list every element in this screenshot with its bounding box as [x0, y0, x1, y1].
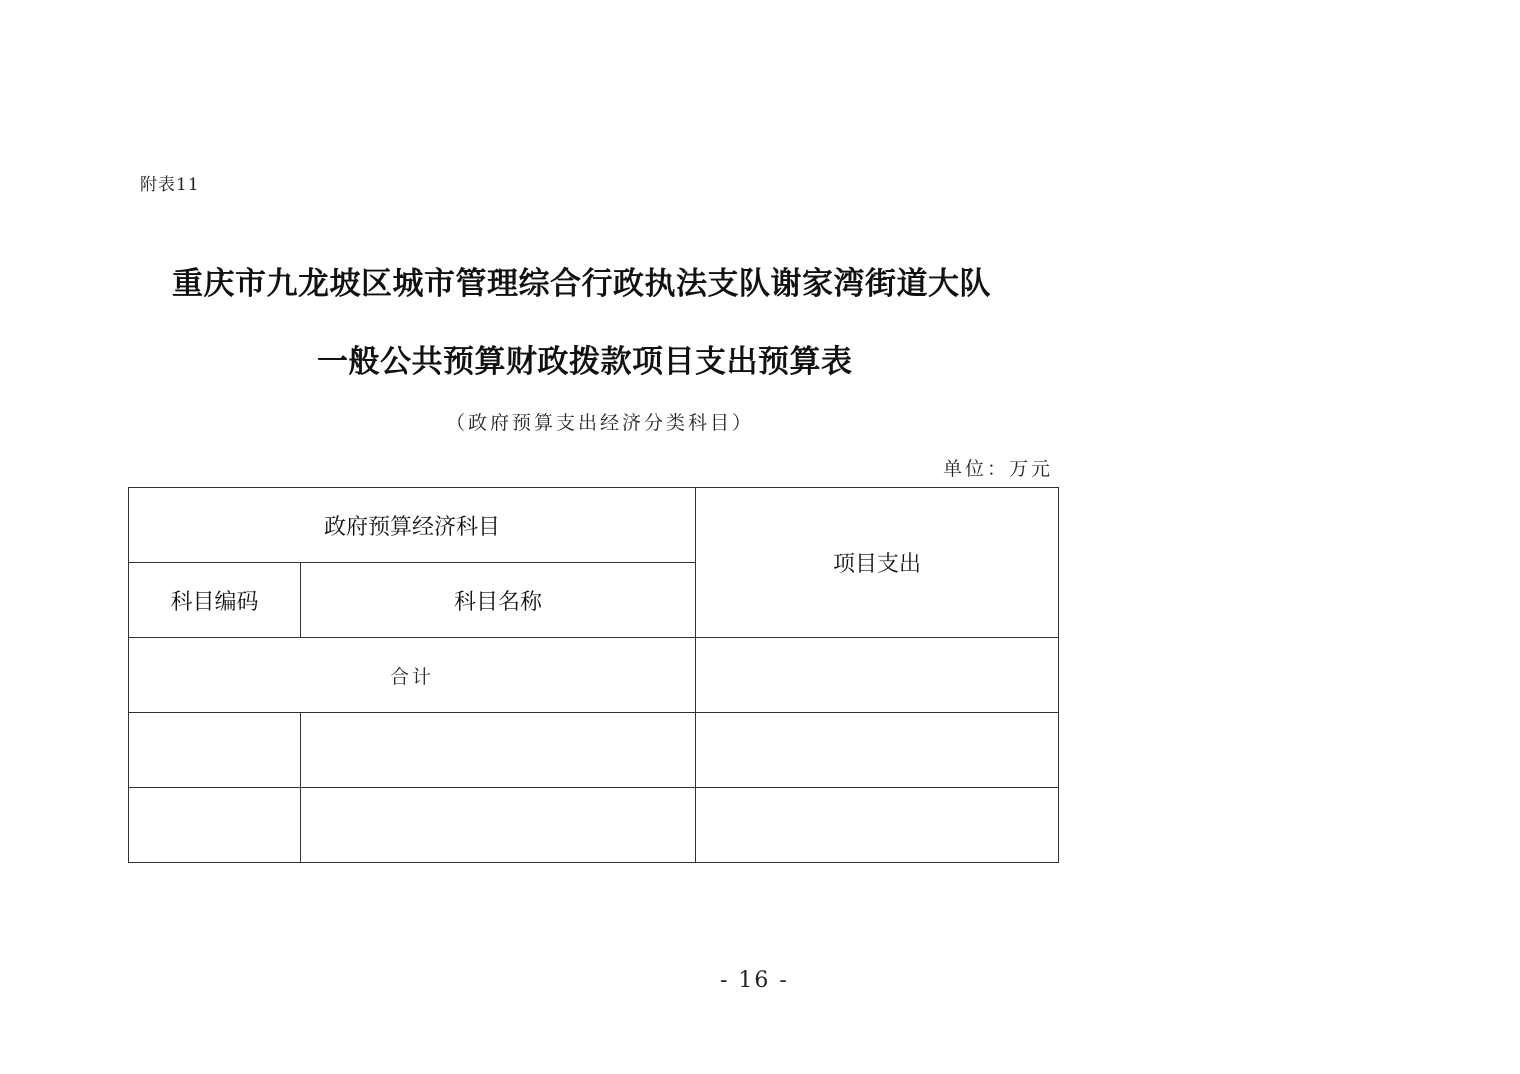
page-number: - 16 -	[720, 968, 789, 993]
table-header-row-1	[129, 488, 1059, 563]
name-cell	[301, 713, 696, 788]
total-row	[129, 638, 1059, 713]
document-subtitle: （政府预算支出经济分类科目）	[446, 412, 755, 434]
document-title-line-2: 一般公共预算财政拨款项目支出预算表	[317, 344, 853, 380]
amount-cell	[696, 788, 1059, 863]
amount-cell	[696, 713, 1059, 788]
total-value-cell	[696, 638, 1059, 713]
attachment-label: 附表11	[140, 175, 200, 195]
code-cell	[129, 788, 301, 863]
budget-table	[128, 487, 1059, 863]
code-cell	[129, 713, 301, 788]
name-cell	[301, 788, 696, 863]
amount-header-cell: 项目支出	[696, 488, 1059, 638]
document-title-line-1: 重庆市九龙坡区城市管理综合行政执法支队谢家湾街道大队	[172, 266, 991, 302]
name-header-cell: 科目名称	[301, 563, 696, 638]
code-header-cell: 科目编码	[129, 563, 301, 638]
total-label-cell: 合计	[129, 638, 696, 713]
unit-label: 单位：万元	[943, 458, 1054, 480]
table-row	[129, 713, 1059, 788]
group-header-cell: 政府预算经济科目	[129, 488, 696, 563]
table-row	[129, 788, 1059, 863]
